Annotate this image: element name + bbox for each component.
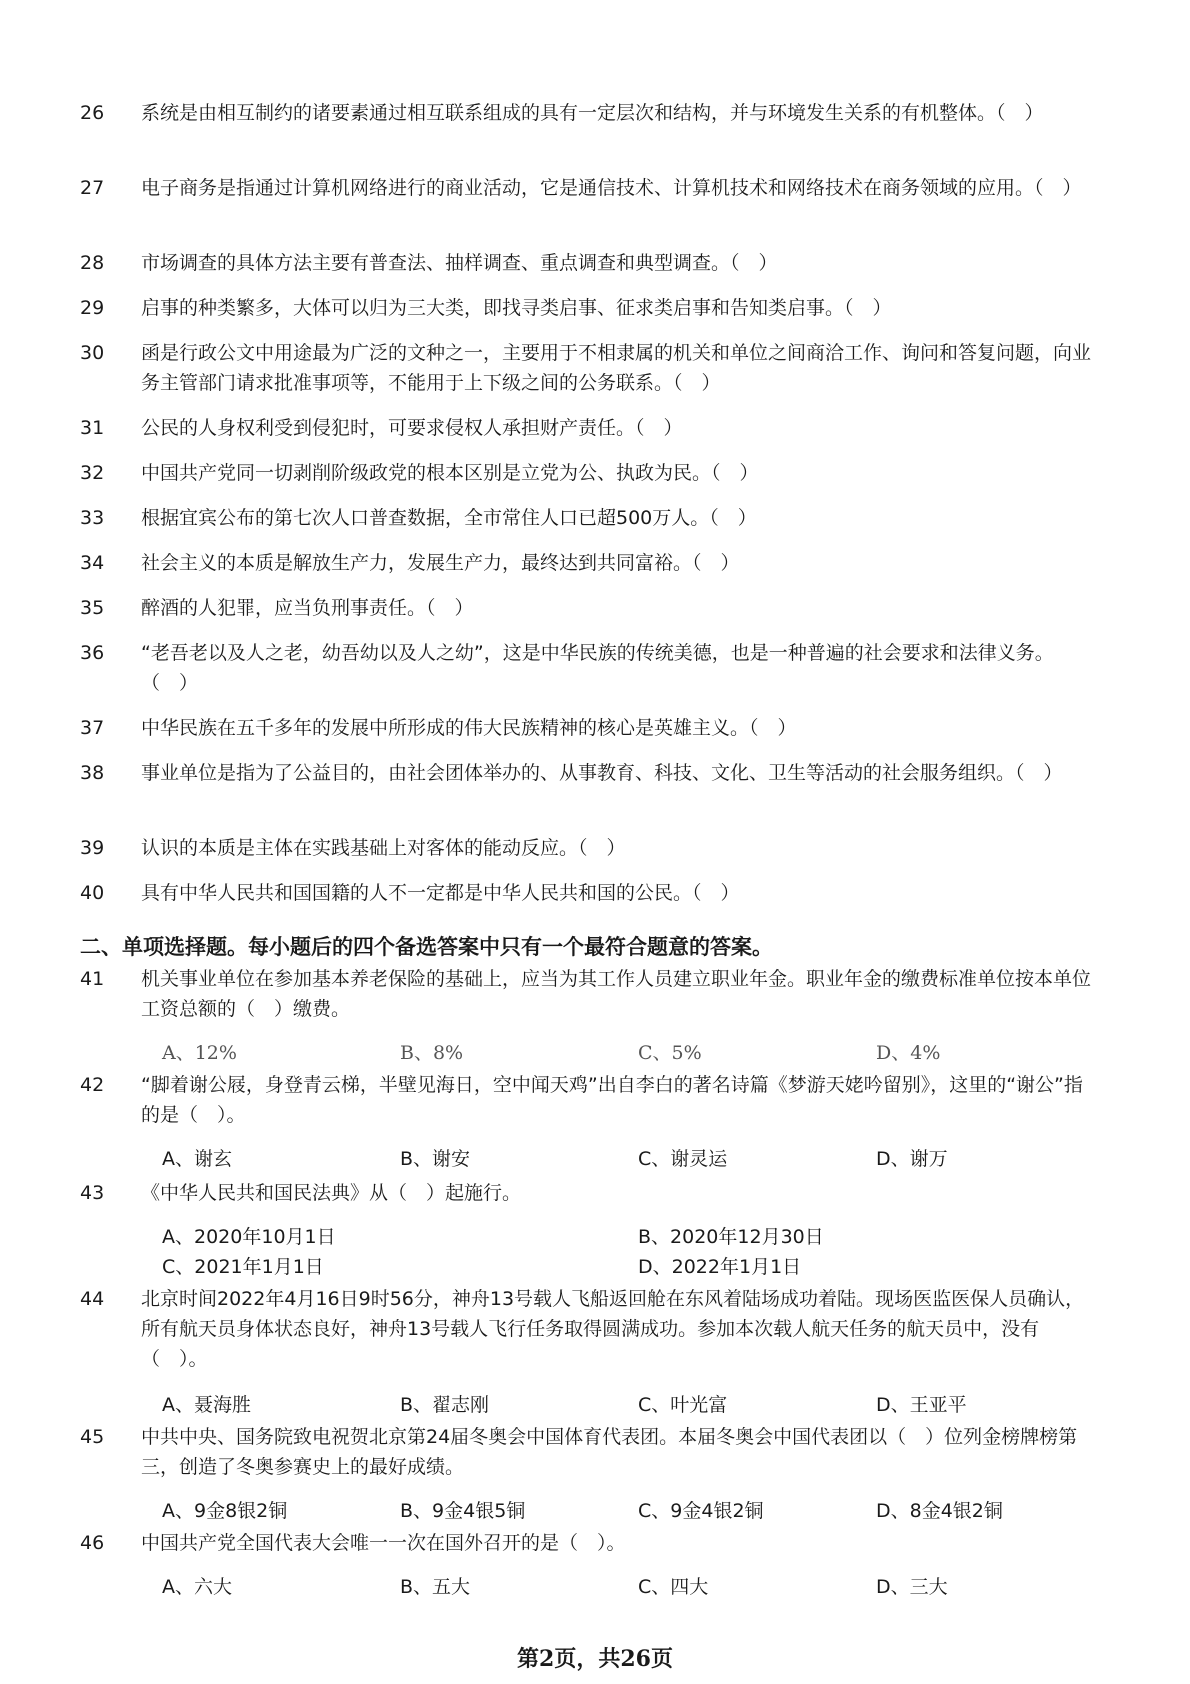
question-number: 36 [80,642,105,664]
question-text: 具有中华人民共和国国籍的人不一定都是中华人民共和国的公民。（ ） [141,882,740,904]
question-number: 42 [80,1074,105,1096]
question-number: 32 [80,462,105,484]
question-text: 中国共产党同一切剥削阶级政党的根本区别是立党为公、执政为民。（ ） [141,462,759,484]
option-c: C、2021年1月1日 [162,1256,324,1278]
question-text: 机关事业单位在参加基本养老保险的基础上，应当为其工作人员建立职业年金。职业年金的缴费标准单位按本单位工资总额的（ ）缴费。 [141,968,1092,1020]
question-number: 44 [80,1288,105,1310]
option-c: C、谢灵运 [638,1148,728,1170]
question-number: 28 [80,252,105,274]
option-a: A、12% [162,1042,237,1064]
question-number: 30 [80,342,105,364]
question-text: 中华民族在五千多年的发展中所形成的伟大民族精神的核心是英雄主义。（ ） [141,717,797,739]
question-number: 27 [80,177,105,199]
question-number: 45 [80,1426,105,1448]
question-text: 事业单位是指为了公益目的，由社会团体举办的、从事教育、科技、文化、卫生等活动的社会服务组织。（ ） [141,762,1063,784]
question-text: 中国共产党全国代表大会唯一一次在国外召开的是（ ）。 [141,1532,626,1554]
question-text: 市场调查的具体方法主要有普查法、抽样调查、重点调查和典型调查。（ ） [141,252,778,274]
question-text: 系统是由相互制约的诸要素通过相互联系组成的具有一定层次和结构，并与环境发生关系的有机整体。（ ） [141,102,1044,124]
option-c: C、9金4银2铜 [638,1500,764,1522]
question-text: 中共中央、国务院致电祝贺北京第24届冬奥会中国体育代表团。本届冬奥会中国代表团以（ ）位列金榜牌榜第三，创造了冬奥参赛史上的最好成绩。 [141,1426,1078,1478]
question-number: 40 [80,882,105,904]
question-number: 43 [80,1182,105,1204]
option-c: C、5% [638,1042,702,1064]
question-text: 公民的人身权利受到侵犯时，可要求侵权人承担财产责任。（ ） [141,417,683,439]
question-text: 社会主义的本质是解放生产力，发展生产力，最终达到共同富裕。（ ） [141,552,740,574]
question-text: 启事的种类繁多，大体可以归为三大类，即找寻类启事、征求类启事和告知类启事。（ ） [141,297,892,319]
option-a: A、2020年10月1日 [162,1226,336,1248]
question-number: 38 [80,762,105,784]
question-text: 电子商务是指通过计算机网络进行的商业活动，它是通信技术、计算机技术和网络技术在商务领域的应用。（ ） [141,177,1082,199]
option-d: D、2022年1月1日 [638,1256,802,1278]
question-text: 根据宜宾公布的第七次人口普查数据，全市常住人口已超500万人。（ ） [141,507,757,529]
option-b: B、8% [400,1042,464,1064]
question-number: 26 [80,102,105,124]
option-d: D、8金4银2铜 [876,1500,1003,1522]
question-text: 函是行政公文中用途最为广泛的文种之一，主要用于不相隶属的机关和单位之间商洽工作、询问和答复问题，向业务主管部门请求批准事项等，不能用于上下级之间的公务联系。（ ） [141,342,1092,394]
question-text: 北京时间2022年4月16日9时56分，神舟13号载人飞船返回舱在东风着陆场成功着陆。现场医监医保人员确认，所有航天员身体状态良好，神舟13号载人飞行任务取得圆满成功。参加本次载人航天任务的航天员中，没有（ ）。 [141,1288,1085,1370]
option-a: A、谢玄 [162,1148,232,1170]
option-d: D、4% [876,1042,941,1064]
option-b: B、翟志刚 [400,1394,490,1416]
question-number: 31 [80,417,105,439]
question-text: 《中华人民共和国民法典》从（ ）起施行。 [141,1182,522,1204]
question-text: 认识的本质是主体在实践基础上对客体的能动反应。（ ） [141,837,626,859]
option-c: C、四大 [638,1576,709,1598]
option-d: D、谢万 [876,1148,948,1170]
option-a: A、9金8银2铜 [162,1500,288,1522]
option-b: B、9金4银5铜 [400,1500,526,1522]
option-a: A、聂海胜 [162,1394,251,1416]
option-b: B、2020年12月30日 [638,1226,824,1248]
question-number: 41 [80,968,105,990]
question-number: 34 [80,552,105,574]
question-number: 46 [80,1532,105,1554]
question-text: 醉酒的人犯罪，应当负刑事责任。（ ） [141,597,474,619]
question-number: 29 [80,297,105,319]
question-number: 37 [80,717,105,739]
option-c: C、叶光富 [638,1394,728,1416]
option-a: A、六大 [162,1576,232,1598]
option-b: B、谢安 [400,1148,471,1170]
question-text: “老吾老以及人之老，幼吾幼以及人之幼”，这是中华民族的传统美德，也是一种普遍的社会要求和法律义务。（ ） [141,642,1054,694]
question-number: 39 [80,837,105,859]
question-number: 35 [80,597,105,619]
option-d: D、三大 [876,1576,948,1598]
option-d: D、王亚平 [876,1394,967,1416]
question-text: “脚着谢公屐，身登青云梯，半壁见海日，空中闻天鸡”出自李白的著名诗篇《梦游天姥吟留别》，这里的“谢公”指的是（ ）。 [141,1074,1083,1126]
question-number: 33 [80,507,105,529]
section-heading: 二、单项选择题。每小题后的四个备选答案中只有一个最符合题意的答案。 [80,935,773,959]
option-b: B、五大 [400,1576,471,1598]
page-footer: 第2页，共26页 [517,1646,673,1672]
